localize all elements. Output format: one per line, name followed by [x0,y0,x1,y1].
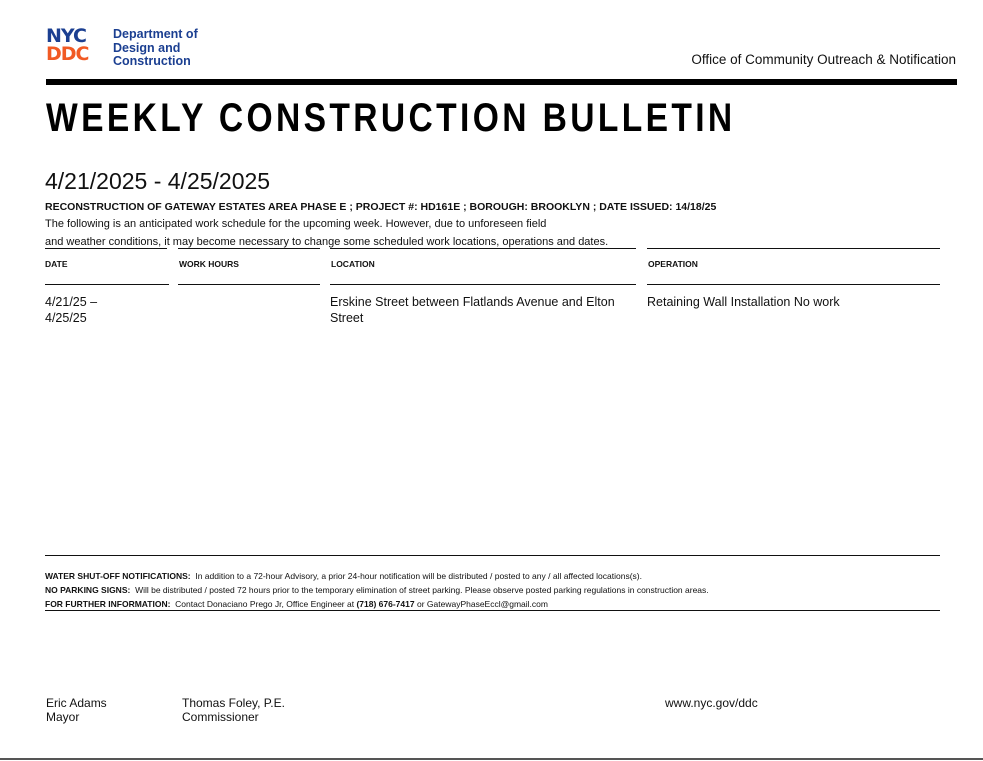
no-parking-note [45,583,709,597]
column-rule [330,284,636,285]
intro-line-1: The following is an anticipated work schedule for the upcoming week. However, due to unforeseen field [45,218,547,230]
further-info-text: Contact Donaciano Prego Jr, Office Engineer at [175,599,355,609]
date-line-1: 4/21/25 – [45,295,98,309]
intro-underline [178,248,320,249]
logo-ddc-mark: DDC [46,43,89,65]
intro-underline [330,248,636,249]
table-row-location [330,294,615,326]
water-shutoff-label: WATER SHUT-OFF NOTIFICATIONS: [45,571,191,581]
page-bottom-rule [0,758,983,760]
location-line-2: Street [330,311,364,325]
intro-underline [647,248,940,249]
contact-phone: (718) 676-7417 [356,599,415,609]
water-shutoff-text: In addition to a 72-hour Advisory, a prior 24-hour notification will be distributed / posted to any / all affected locations(s). [195,571,642,581]
logo-agency-name [113,28,198,69]
mayor-name: Eric Adams [46,696,107,710]
contact-email: or GatewayPhaseEccl@gmail.com [416,599,548,609]
notes-bottom-rule [45,610,940,611]
column-rule [178,284,320,285]
header-divider [46,79,957,85]
column-header-date: DATE [45,259,68,269]
column-header-operation: OPERATION [648,259,698,269]
table-row-operation: Retaining Wall Installation No work [647,295,840,309]
further-info-label: FOR FURTHER INFORMATION: [45,599,171,609]
notes-section [45,569,709,611]
column-rule [647,284,940,285]
date-line-2: 4/25/25 [45,311,87,325]
page-title: WEEKLY CONSTRUCTION BULLETIN [46,96,736,140]
commissioner-title: Commissioner [182,710,259,724]
logo-line-3: Construction [113,54,191,68]
mayor-title: Mayor [46,710,80,724]
water-shutoff-note [45,569,709,583]
commissioner-signature-block [182,696,285,724]
date-range: 4/21/2025 - 4/25/2025 [45,168,271,194]
project-info: RECONSTRUCTION OF GATEWAY ESTATES AREA PHASE E ; PROJECT #: HD161E ; BOROUGH: BROOKLYN ; DATE ISSUED: 14/18/25 [45,201,717,213]
no-parking-label: NO PARKING SIGNS: [45,585,131,595]
intro-line-2: and weather conditions, it may become necessary to change some scheduled work locations, operations and dates. [45,236,609,248]
location-line-1: Erskine Street between Flatlands Avenue and Elton [330,295,615,309]
column-rule [45,284,169,285]
column-header-location: LOCATION [331,259,375,269]
office-name: Office of Community Outreach & Notification [691,52,956,67]
table-row-date [45,294,97,326]
no-parking-text: Will be distributed / posted 72 hours prior to the temporary elimination of street parking. Please observe posted parking regulations in construction areas. [135,585,709,595]
nyc-ddc-logo [46,25,216,68]
logo-line-2: Design and [113,40,181,55]
notes-top-rule [45,555,940,556]
commissioner-name: Thomas Foley, P.E. [182,696,285,710]
mayor-signature-block [46,696,107,724]
website-link[interactable]: www.nyc.gov/ddc [665,696,758,710]
column-header-work-hours: WORK HOURS [179,259,239,269]
intro-underline [45,248,167,249]
further-info-note [45,597,709,611]
logo-line-1: Department of [113,27,198,41]
logo-nyc-mark: NYC [46,25,86,47]
